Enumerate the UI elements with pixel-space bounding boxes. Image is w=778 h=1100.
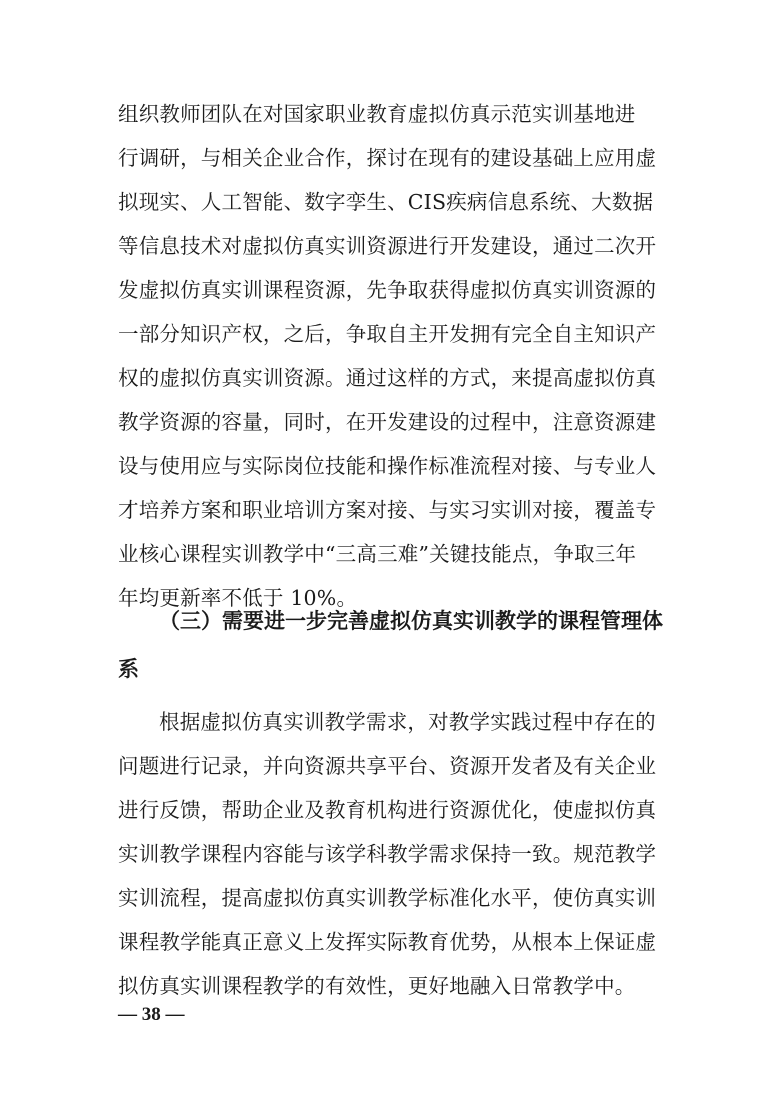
page-number: — 38 — [118, 1004, 185, 1025]
paragraph-line: 年均更新率不低于 10%。 [118, 586, 358, 610]
paragraph-line: 拟仿真实训课程教学的有效性，更好地融入日常教学中。 [118, 974, 636, 998]
paragraph-line: 权的虚拟仿真实训资源。通过这样的方式，来提高虚拟仿真 [118, 366, 657, 390]
paragraph-line: 实训教学课程内容能与该学科教学需求保持一致。规范教学 [118, 842, 657, 866]
body-paragraph-1 [118, 92, 663, 620]
paragraph-line: 发虚拟仿真实训课程资源，先争取获得虚拟仿真实训资源的 [118, 278, 657, 302]
body-paragraph-2 [118, 700, 663, 1008]
paragraph-line: 根据虚拟仿真实训教学需求，对教学实践过程中存在的 [159, 710, 656, 734]
paragraph-line: 设与使用应与实际岗位技能和操作标准流程对接、与专业人 [118, 454, 657, 478]
paragraph-line: 业核心课程实训教学中“三高三难”关键技能点，争取三年 [118, 542, 637, 566]
paragraph-line: 行调研，与相关企业合作，探讨在现有的建设基础上应用虚 [118, 146, 657, 170]
paragraph-line: 等信息技术对虚拟仿真实训资源进行开发建设，通过二次开 [118, 234, 657, 258]
paragraph-line: 课程教学能真正意义上发挥实际教育优势，从根本上保证虚 [118, 930, 657, 954]
paragraph-line: 组织教师团队在对国家职业教育虚拟仿真示范实训基地进 [118, 102, 636, 126]
paragraph-line: 实训流程，提高虚拟仿真实训教学标准化水平，使仿真实训 [118, 886, 657, 910]
paragraph-line: 问题进行记录，并向资源共享平台、资源开发者及有关企业 [118, 754, 657, 778]
section-heading [118, 597, 663, 693]
paragraph-line: 一部分知识产权，之后，争取自主开发拥有完全自主知识产 [118, 322, 657, 346]
paragraph-line: 拟现实、人工智能、数字孪生、CIS疾病信息系统、大数据 [118, 190, 654, 214]
paragraph-line: 教学资源的容量，同时，在开发建设的过程中，注意资源建 [118, 410, 657, 434]
paragraph-line: 进行反馈，帮助企业及教育机构进行资源优化，使虚拟仿真 [118, 798, 657, 822]
heading-line: （三）需要进一步完善虚拟仿真实训教学的课程管理体 [159, 608, 663, 633]
heading-line: 系 [118, 656, 139, 681]
paragraph-line: 才培养方案和职业培训方案对接、与实习实训对接，覆盖专 [118, 498, 657, 522]
